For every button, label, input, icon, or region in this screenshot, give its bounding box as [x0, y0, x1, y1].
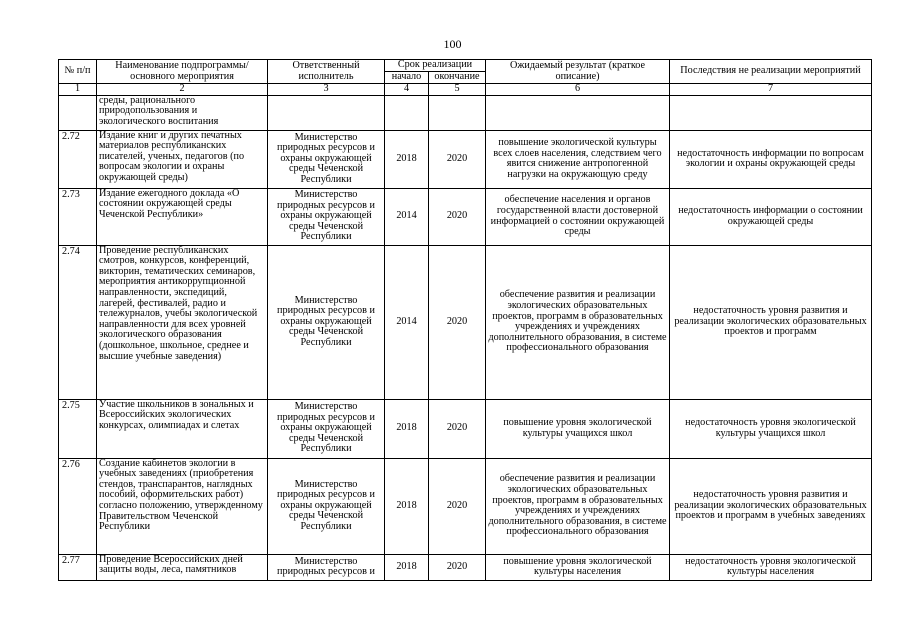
row-consequences: недостаточность уровня развития и реализации экологических образовательных проектов и программ — [670, 245, 872, 399]
row-consequences: недостаточность информации по вопросам экологии и охраны окружающей среды — [670, 130, 872, 188]
row-result: повышение экологической культуры всех слоев населения, следствием чего явится снижение антропогенной нагрузки на окружающую среду — [486, 130, 670, 188]
row-result: обеспечение развития и реализации экологических образовательных проектов, программ в образовательных учреждениях и учреждениях дополнительного образования, в системе профессионального образования — [486, 245, 670, 399]
row-result: обеспечение развития и реализации экологических образовательных проектов, программ в образовательных учреждениях и учреждениях дополнительного образования, в системе профессионального образования — [486, 458, 670, 554]
header-period: Срок реализации — [385, 60, 486, 72]
column-number: 5 — [429, 84, 486, 96]
column-number: 4 — [385, 84, 429, 96]
page-number: 100 — [443, 37, 462, 51]
row-end: 2020 — [429, 188, 486, 245]
row-name: среды, рационального природопользования и экологического воспитания — [97, 95, 268, 130]
row-name: Создание кабинетов экологии в учебных заведениях (приобретения стендов, транспарантов, наглядных пособий, оформительских работ) согласно положению, утвержденному Правительством Чеченской Республики — [97, 458, 268, 554]
row-consequences: недостаточность уровня экологической культуры населения — [670, 554, 872, 580]
row-consequences: недостаточность уровня развития и реализации экологических образовательных проектов и программ в учебных заведениях — [670, 458, 872, 554]
row-end: 2020 — [429, 554, 486, 580]
header-result: Ожидаемый результат (краткое описание) — [486, 60, 670, 84]
row-result: повышение уровня экологической культуры учащихся школ — [486, 399, 670, 458]
row-start: 2014 — [385, 245, 429, 399]
row-start: 2018 — [385, 130, 429, 188]
row-name: Издание книг и других печатных материалов республиканских писателей, ученых, педагогов (по вопросам экологии и охраны окружающей среды) — [97, 130, 268, 188]
row-name: Участие школьников в зональных и Всероссийских экологических конкурсах, олимпиадах и слетах — [97, 399, 268, 458]
header-name: Наименование подпрограммы/ основного мероприятия — [97, 60, 268, 84]
row-executor: Министерство природных ресурсов и охраны окружающей среды Чеченской Республики — [268, 458, 385, 554]
table-row — [59, 554, 872, 580]
header-num: № п/п — [59, 60, 97, 84]
row-name: Проведение Всероссийских дней защиты воды, леса, памятников — [97, 554, 268, 580]
row-executor: Министерство природных ресурсов и охраны окружающей среды Чеченской Республики — [268, 399, 385, 458]
row-executor: Министерство природных ресурсов и охраны окружающей среды Чеченской Республики — [268, 245, 385, 399]
row-result: повышение уровня экологической культуры населения — [486, 554, 670, 580]
header-end: окончание — [429, 72, 486, 84]
column-number: 1 — [59, 84, 97, 96]
column-number: 2 — [97, 84, 268, 96]
row-num: 2.72 — [59, 130, 97, 188]
column-number: 3 — [268, 84, 385, 96]
row-start: 2018 — [385, 399, 429, 458]
header-executor: Ответственный исполнитель — [268, 60, 385, 84]
row-executor: Министерство природных ресурсов и охраны окружающей среды Чеченской Республики — [268, 188, 385, 245]
row-num: 2.75 — [59, 399, 97, 458]
row-start: 2018 — [385, 458, 429, 554]
row-start: 2014 — [385, 188, 429, 245]
row-num: 2.74 — [59, 245, 97, 399]
row-end: 2020 — [429, 399, 486, 458]
row-num: 2.76 — [59, 458, 97, 554]
column-number-row — [59, 84, 872, 96]
row-consequences: недостаточность уровня экологической культуры учащихся школ — [670, 399, 872, 458]
header-start: начало — [385, 72, 429, 84]
table-row — [59, 399, 872, 458]
row-executor: Министерство природных ресурсов и охраны окружающей среды Чеченской Республики — [268, 130, 385, 188]
column-number: 6 — [486, 84, 670, 96]
table-row — [59, 188, 872, 245]
row-name: Издание ежегодного доклада «О состоянии окружающей среды Чеченской Республики» — [97, 188, 268, 245]
row-result: обеспечение населения и органов государственной власти достоверной информацией о состоянии окружающей среды — [486, 188, 670, 245]
row-end: 2020 — [429, 458, 486, 554]
program-table — [58, 59, 872, 581]
row-end: 2020 — [429, 130, 486, 188]
table-row — [59, 245, 872, 399]
row-consequences: недостаточность информации о состоянии окружающей среды — [670, 188, 872, 245]
row-executor: Министерство природных ресурсов и — [268, 554, 385, 580]
table-row — [59, 458, 872, 554]
row-start: 2018 — [385, 554, 429, 580]
row-name: Проведение республиканских смотров, конкурсов, конференций, викторин, тематических семинаров, мероприятия антикоррупционной направленности, экспедиций, лагерей, фестивалей, радио и тележурналов, учебы экологической направленности для всех уровней экологического образования (дошкольное, школьное, среднее и высшие учебные заведения) — [97, 245, 268, 399]
row-num: 2.73 — [59, 188, 97, 245]
row-num: 2.77 — [59, 554, 97, 580]
column-number: 7 — [670, 84, 872, 96]
row-end: 2020 — [429, 245, 486, 399]
table-row — [59, 130, 872, 188]
table-row-continuation — [59, 95, 872, 130]
header-consequences: Последствия не реализации мероприятий — [670, 60, 872, 84]
